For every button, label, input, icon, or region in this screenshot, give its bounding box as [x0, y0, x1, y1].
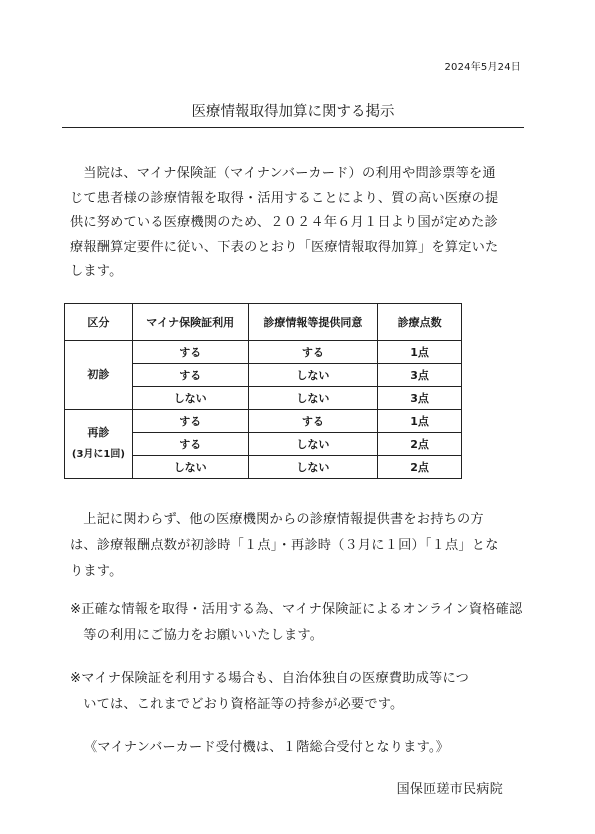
table-cell: 3点 — [378, 364, 462, 387]
table-cell: する — [132, 410, 248, 433]
page-title: 医療情報取得加算に関する掲示 — [62, 100, 524, 128]
table-cell: する — [248, 341, 378, 364]
referral-paragraph: 上記に関わらず、他の医療機関からの診療情報提供書をお持ちの方は、診療報酬点数が初診時「１点」・再診時（３月に１回）「１点」となります。 — [70, 512, 499, 579]
category-first-visit — [65, 341, 133, 410]
category-revisit — [65, 410, 133, 479]
table-row — [65, 341, 462, 364]
table-row — [65, 410, 462, 433]
header-my-number-card: マイナ保険証利用 — [132, 304, 248, 341]
note-subsidy-line1: ※マイナ保険証を利用する場合も、自治体独自の医療費助成等につ — [70, 671, 469, 686]
category-sub-label: (3月に1回) — [71, 449, 125, 460]
table-cell: 2点 — [378, 433, 462, 456]
category-label: 初診 — [87, 368, 110, 381]
fee-table — [64, 303, 462, 479]
header-consent: 診療情報等提供同意 — [248, 304, 378, 341]
hospital-signature: 国保匝瑳市民病院 — [396, 782, 503, 797]
table-cell: 1点 — [378, 410, 462, 433]
table-cell: 2点 — [378, 456, 462, 479]
table-cell: しない — [248, 433, 378, 456]
header-points: 診療点数 — [378, 304, 462, 341]
note-subsidy — [70, 666, 510, 718]
table-cell: 1点 — [378, 341, 462, 364]
table-cell: する — [132, 433, 248, 456]
table-cell: 3点 — [378, 387, 462, 410]
note-subsidy-line2: いては、これまでどおり資格証等の持参が必要です。 — [83, 697, 404, 712]
document-date: 2024年5月24日 — [444, 62, 521, 73]
table-cell: しない — [132, 387, 248, 410]
table-cell: する — [132, 364, 248, 387]
table-cell: しない — [132, 456, 248, 479]
category-label: 再診 — [87, 426, 110, 439]
table-cell: しない — [248, 456, 378, 479]
table-cell: する — [132, 341, 248, 364]
table-cell: する — [248, 410, 378, 433]
table-cell: しない — [248, 387, 378, 410]
table-cell: しない — [248, 364, 378, 387]
header-category: 区分 — [65, 304, 133, 341]
note-online-verification: ※正確な情報を取得・活用する為、マイナ保険証によるオンライン資格確認等の利用にご協力をお願いいたします。 — [70, 602, 523, 643]
intro-paragraph: 当院は、マイナ保険証（マイナンバーカード）の利用や問診票等を通じて患者様の診療情報を取得・活用することにより、質の高い医療の提供に努めている医療機関のため、２０２４年６月１日より国が定めた診療報酬算定要件に従い、下表のとおり「医療情報取得加算」を算定いたします。 — [70, 166, 499, 279]
card-reader-notice: 《マイナンバーカード受付機は、１階総合受付となります。》 — [84, 740, 450, 755]
table-header-row — [65, 304, 462, 341]
